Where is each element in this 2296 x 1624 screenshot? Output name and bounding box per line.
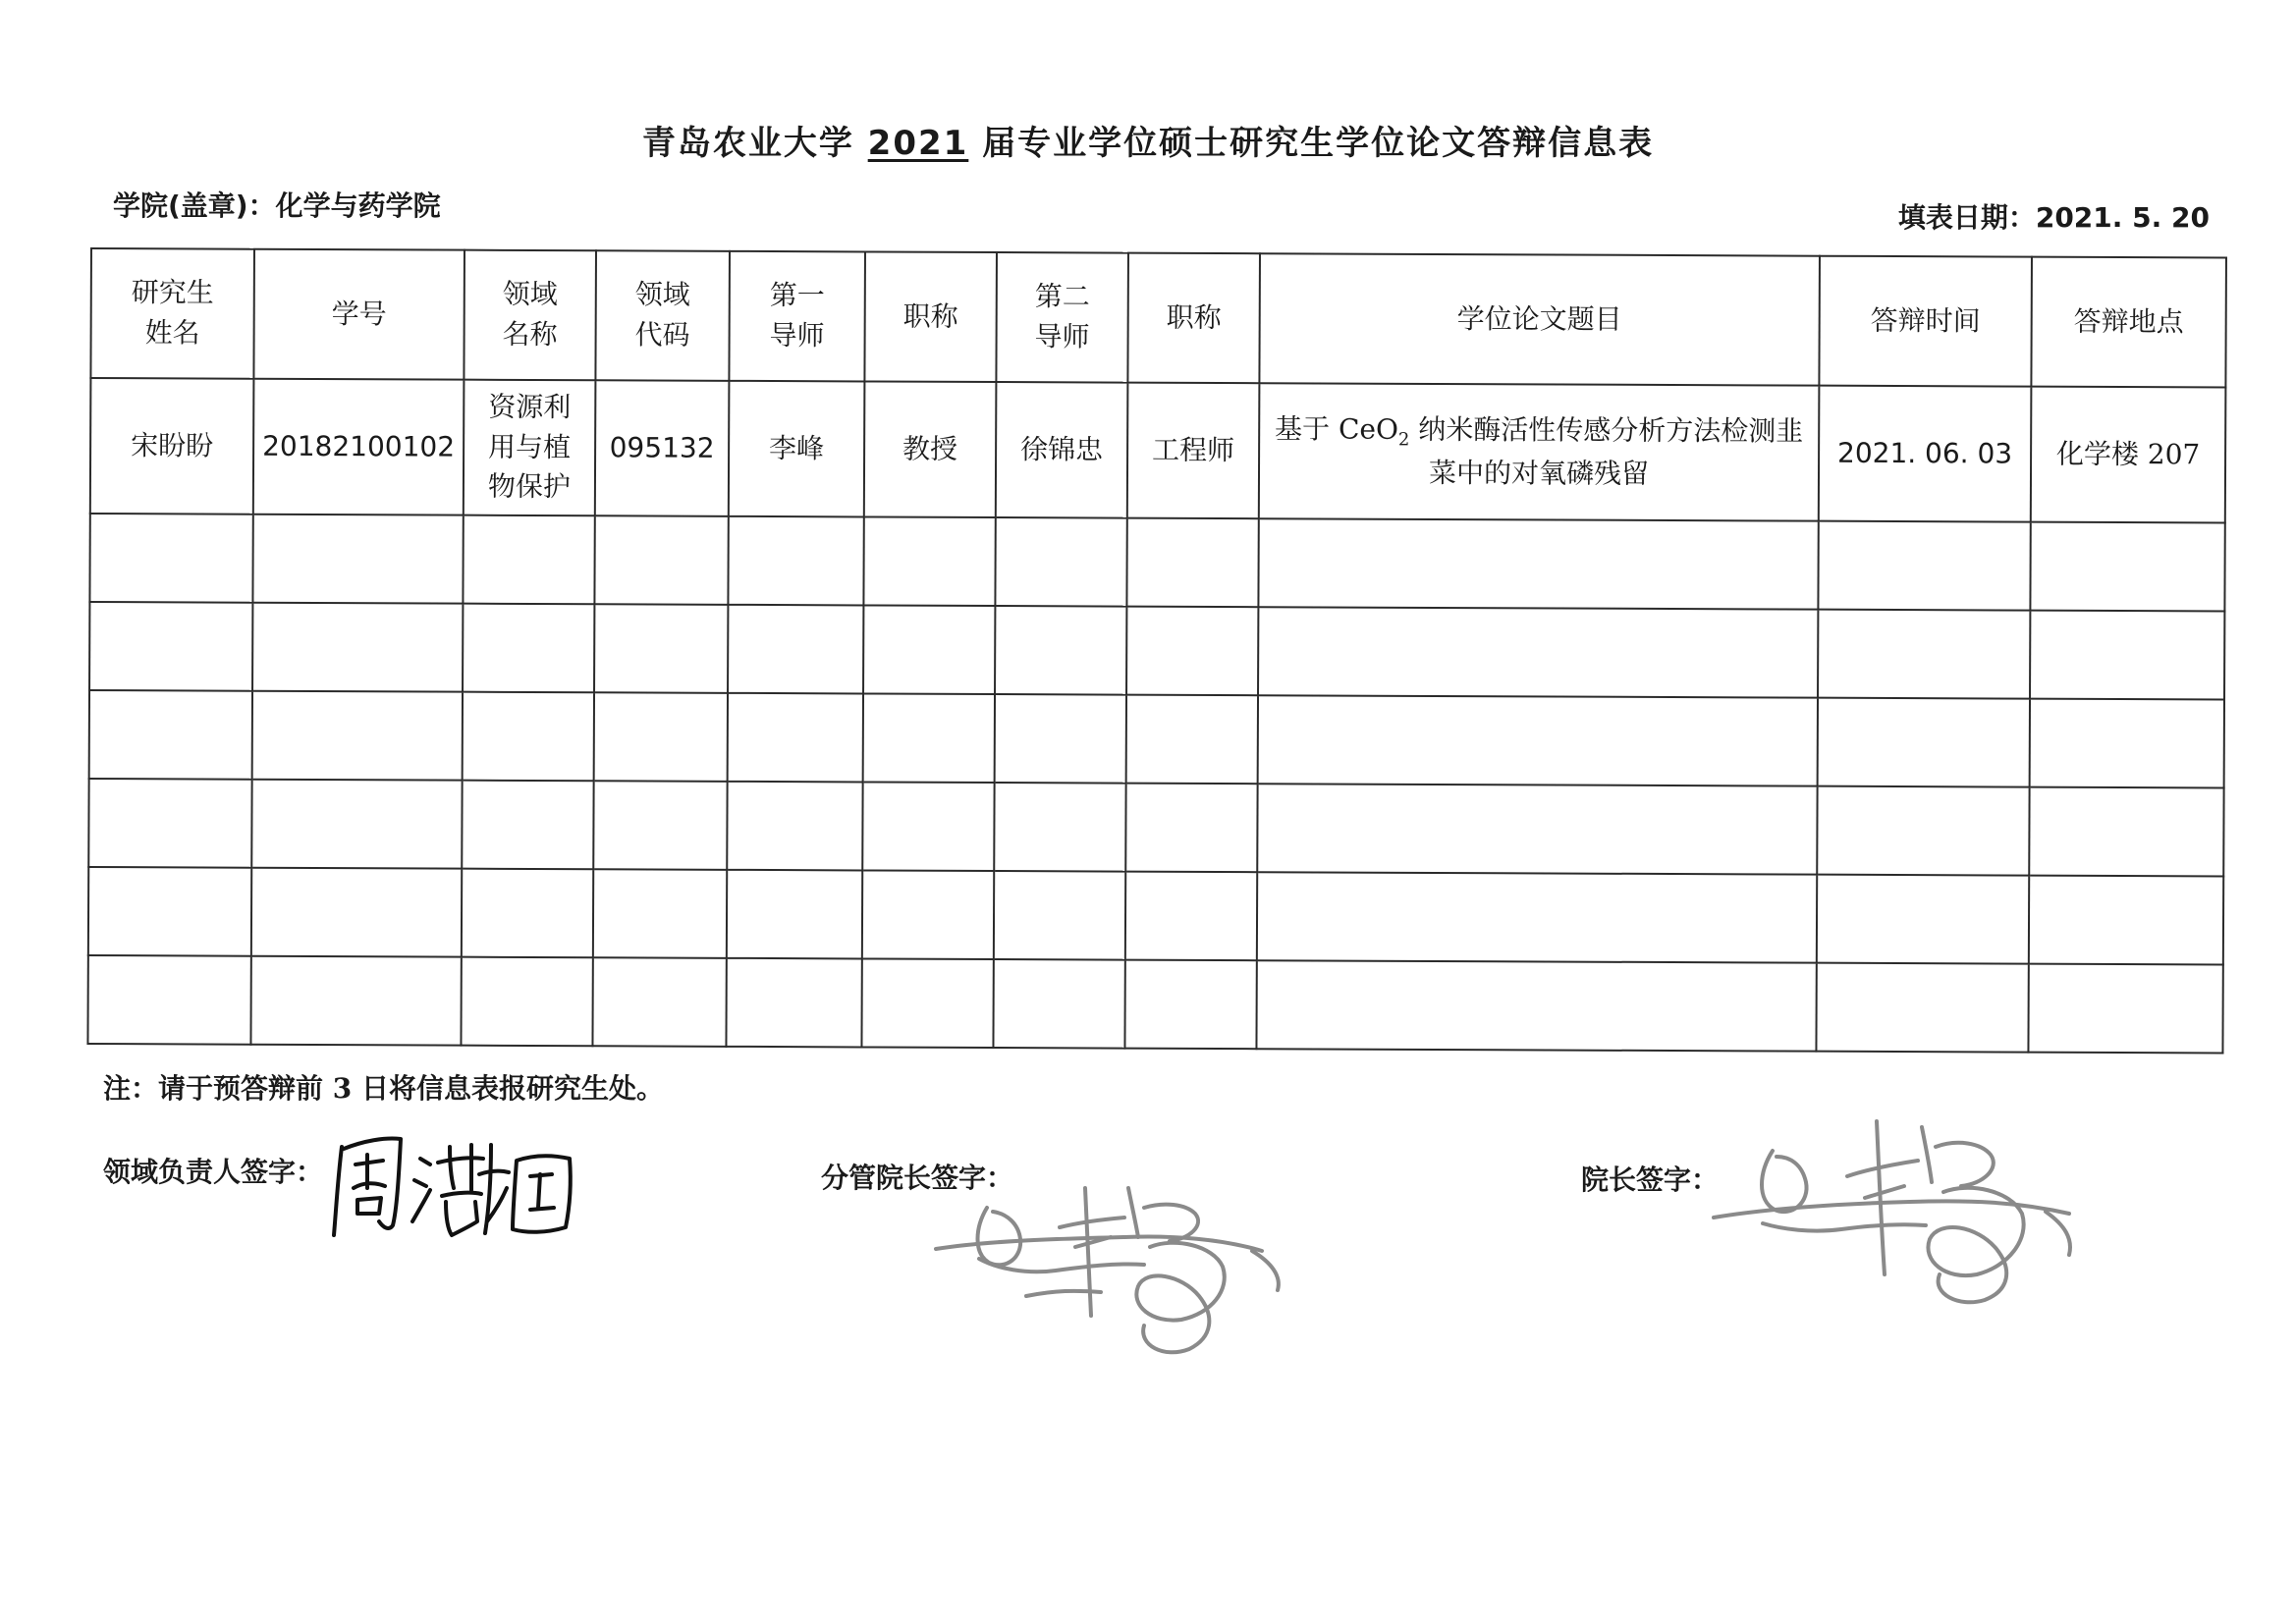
- cell-field-name: 资源利用与植物保护: [464, 380, 596, 516]
- cell-thesis: 基于 CeO$_2$ 纳米酶活性传感分析方法检测韭菜中的对氧磷残留: [1259, 383, 1820, 520]
- header-advisor1: 第一导师: [729, 251, 865, 382]
- field-leader-signature: [324, 1119, 579, 1247]
- header-field-code: 领域代码: [595, 250, 730, 381]
- cell-title2: 工程师: [1127, 383, 1260, 519]
- header-advisor2: 第二导师: [996, 252, 1128, 383]
- title-prefix: 青岛农业大学: [641, 124, 868, 163]
- table-header-row: [90, 248, 2226, 387]
- table-row: [89, 690, 2224, 787]
- cell-field-code: 095132: [595, 380, 730, 516]
- header-defense-time: 答辩时间: [1819, 256, 2032, 387]
- header-student-id: 学号: [253, 249, 465, 380]
- header-title1: 职称: [864, 251, 997, 382]
- vice-dean-sign-label: 分管院长签字：: [821, 1162, 1014, 1194]
- table-row: [90, 378, 2226, 522]
- cell-advisor2: 徐锦忠: [996, 382, 1128, 518]
- fill-date: 填表日期：2021. 5. 20: [1897, 201, 2210, 234]
- college-field: 学院(盖章)：化学与药学院: [113, 189, 441, 222]
- cell-defense-place: 化学楼 207: [2031, 387, 2226, 523]
- defense-info-table: [86, 247, 2227, 1054]
- cell-defense-time: 2021. 06. 03: [1819, 386, 2032, 522]
- header-field-name: 领域名称: [464, 250, 596, 381]
- table-row: [89, 514, 2224, 611]
- table-row: [87, 955, 2222, 1053]
- title-year: 2021: [867, 124, 969, 163]
- table-row: [88, 779, 2223, 876]
- submission-note: 注：请于预答辩前 3 日将信息表报研究生处。: [103, 1072, 664, 1105]
- cell-advisor1: 李峰: [729, 381, 865, 517]
- header-thesis: 学位论文题目: [1259, 253, 1820, 385]
- dean-signature: [1704, 1108, 2087, 1304]
- table-row: [88, 867, 2223, 964]
- header-title2: 职称: [1127, 253, 1260, 384]
- header-defense-place: 答辩地点: [2031, 257, 2226, 388]
- form-title: [0, 116, 2296, 164]
- cell-student-id: 20182100102: [253, 379, 465, 515]
- table-row: [89, 602, 2224, 699]
- vice-dean-signature: [928, 1168, 1311, 1355]
- field-leader-sign-label: 领域负责人签字：: [103, 1156, 324, 1188]
- cell-title1: 教授: [864, 381, 997, 517]
- cell-name: 宋盼盼: [90, 378, 254, 514]
- header-name: 研究生姓名: [90, 248, 254, 379]
- dean-sign-label: 院长签字：: [1581, 1164, 1720, 1196]
- title-suffix: 届专业学位硕士研究生学位论文答辩信息表: [968, 124, 1655, 163]
